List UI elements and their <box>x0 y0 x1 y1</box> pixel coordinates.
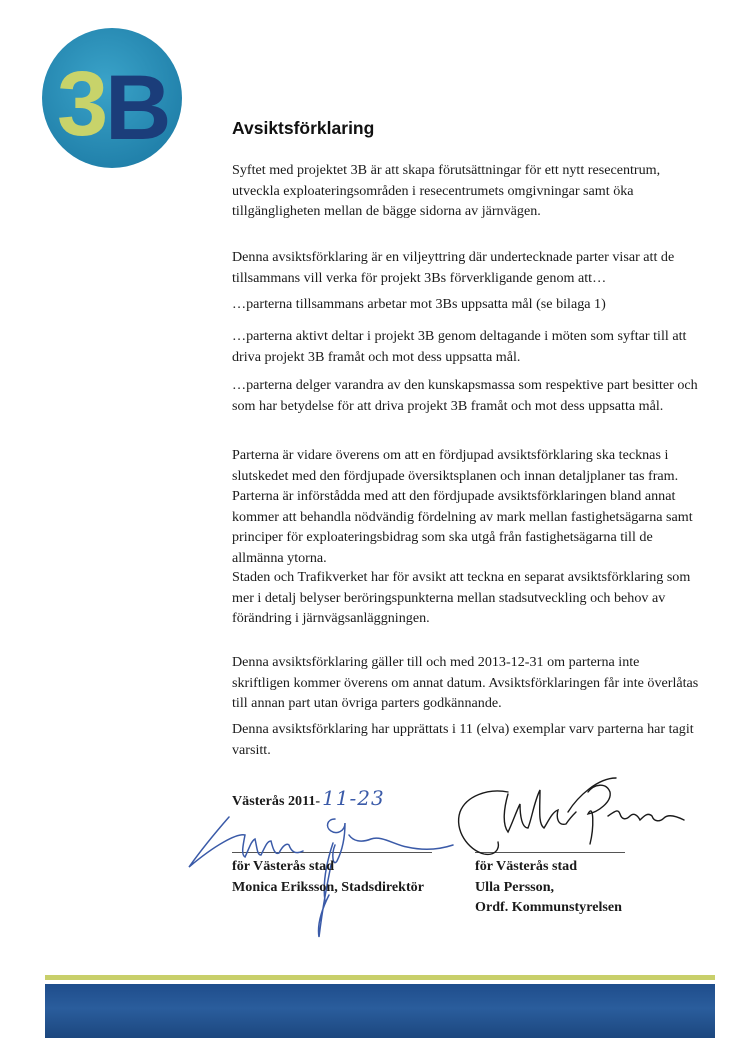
place-date-printed: Västerås 2011- <box>232 793 321 809</box>
paragraph-purpose: Syftet med projektet 3B är att skapa förutsättningar för ett nytt resecentrum, utveckla exploateringsområden i resecentrumets omgivningar samt öka tillgängligheten mellan de bägge sidorna av järnvägen. <box>232 162 661 219</box>
paragraph-intent: Denna avsiktsförklaring är en viljeyttring där undertecknade parter visar att de tillsammans vill verka för projekt 3Bs förverkligande genom att… <box>232 249 675 286</box>
signatory-right-org: för Västerås stad <box>475 858 578 874</box>
svg-text:3: 3 <box>57 53 109 155</box>
paragraph-separate: Staden och Trafikverket har för avsikt att teckna en separat avsiktsförklaring som mer i detalj belyser beröringspunkterna mellan stadsutveckling och behov av förändring i järnvägsanläggningen. <box>232 569 691 626</box>
handwritten-date: 11-23 <box>322 786 385 810</box>
footer-accent-rule <box>45 975 715 980</box>
paragraph-deepened: Parterna är vidare överens om att en fördjupad avsiktsförklaring ska tecknas i slutskedet med den fördjupade översiktsplanen och innan detaljplaner tas fram. Parterna är införstådda med att den fördjupade avsiktsförklaringen bland annat kommer att behandla nödvändig fördelning av mark mellan fastighetsägarna samt principer för exploateringsbidrag som ska utgå från fastighetsägarna till de allmänna ytorna. <box>232 447 693 566</box>
paragraph-copies: Denna avsiktsförklaring har upprättats i 11 (elva) exemplar varv parterna har tagit varsitt. <box>232 721 694 758</box>
paragraph-knowledge: …parterna delger varandra av den kunskapsmassa som respektive part besitter och som har betydelse för att driva projekt 3B framåt och mot dess uppsatta mål. <box>232 377 698 414</box>
svg-text:B: B <box>105 57 172 159</box>
signatory-right-role: Ordf. Kommunstyrelsen <box>475 899 622 915</box>
paragraph-validity: Denna avsiktsförklaring gäller till och med 2013-12-31 om parterna inte skriftligen kommer överens om annat datum. Avsiktsförklaringen får inte överlåtas till annan part utan övriga parters godkännande. <box>232 654 699 711</box>
footer-band <box>45 984 715 1038</box>
3b-logo <box>41 27 183 169</box>
paragraph-participation: …parterna aktivt deltar i projekt 3B genom deltagande i möten som syftar till att driva projekt 3B framåt och mot dess uppsatta mål. <box>232 328 687 365</box>
document-title: Avsiktsförklaring <box>232 118 375 138</box>
paragraph-goals: …parterna tillsammans arbetar mot 3Bs uppsatta mål (se bilaga 1) <box>232 296 606 312</box>
signatory-left <box>232 856 424 897</box>
signatory-right-name: Ulla Persson, <box>475 878 555 895</box>
signature-ulla-persson <box>448 772 700 862</box>
signatory-left-name: Monica Eriksson, Stadsdirektör <box>232 878 424 895</box>
signatory-left-org: för Västerås stad <box>232 858 335 874</box>
signatory-right <box>475 856 622 918</box>
